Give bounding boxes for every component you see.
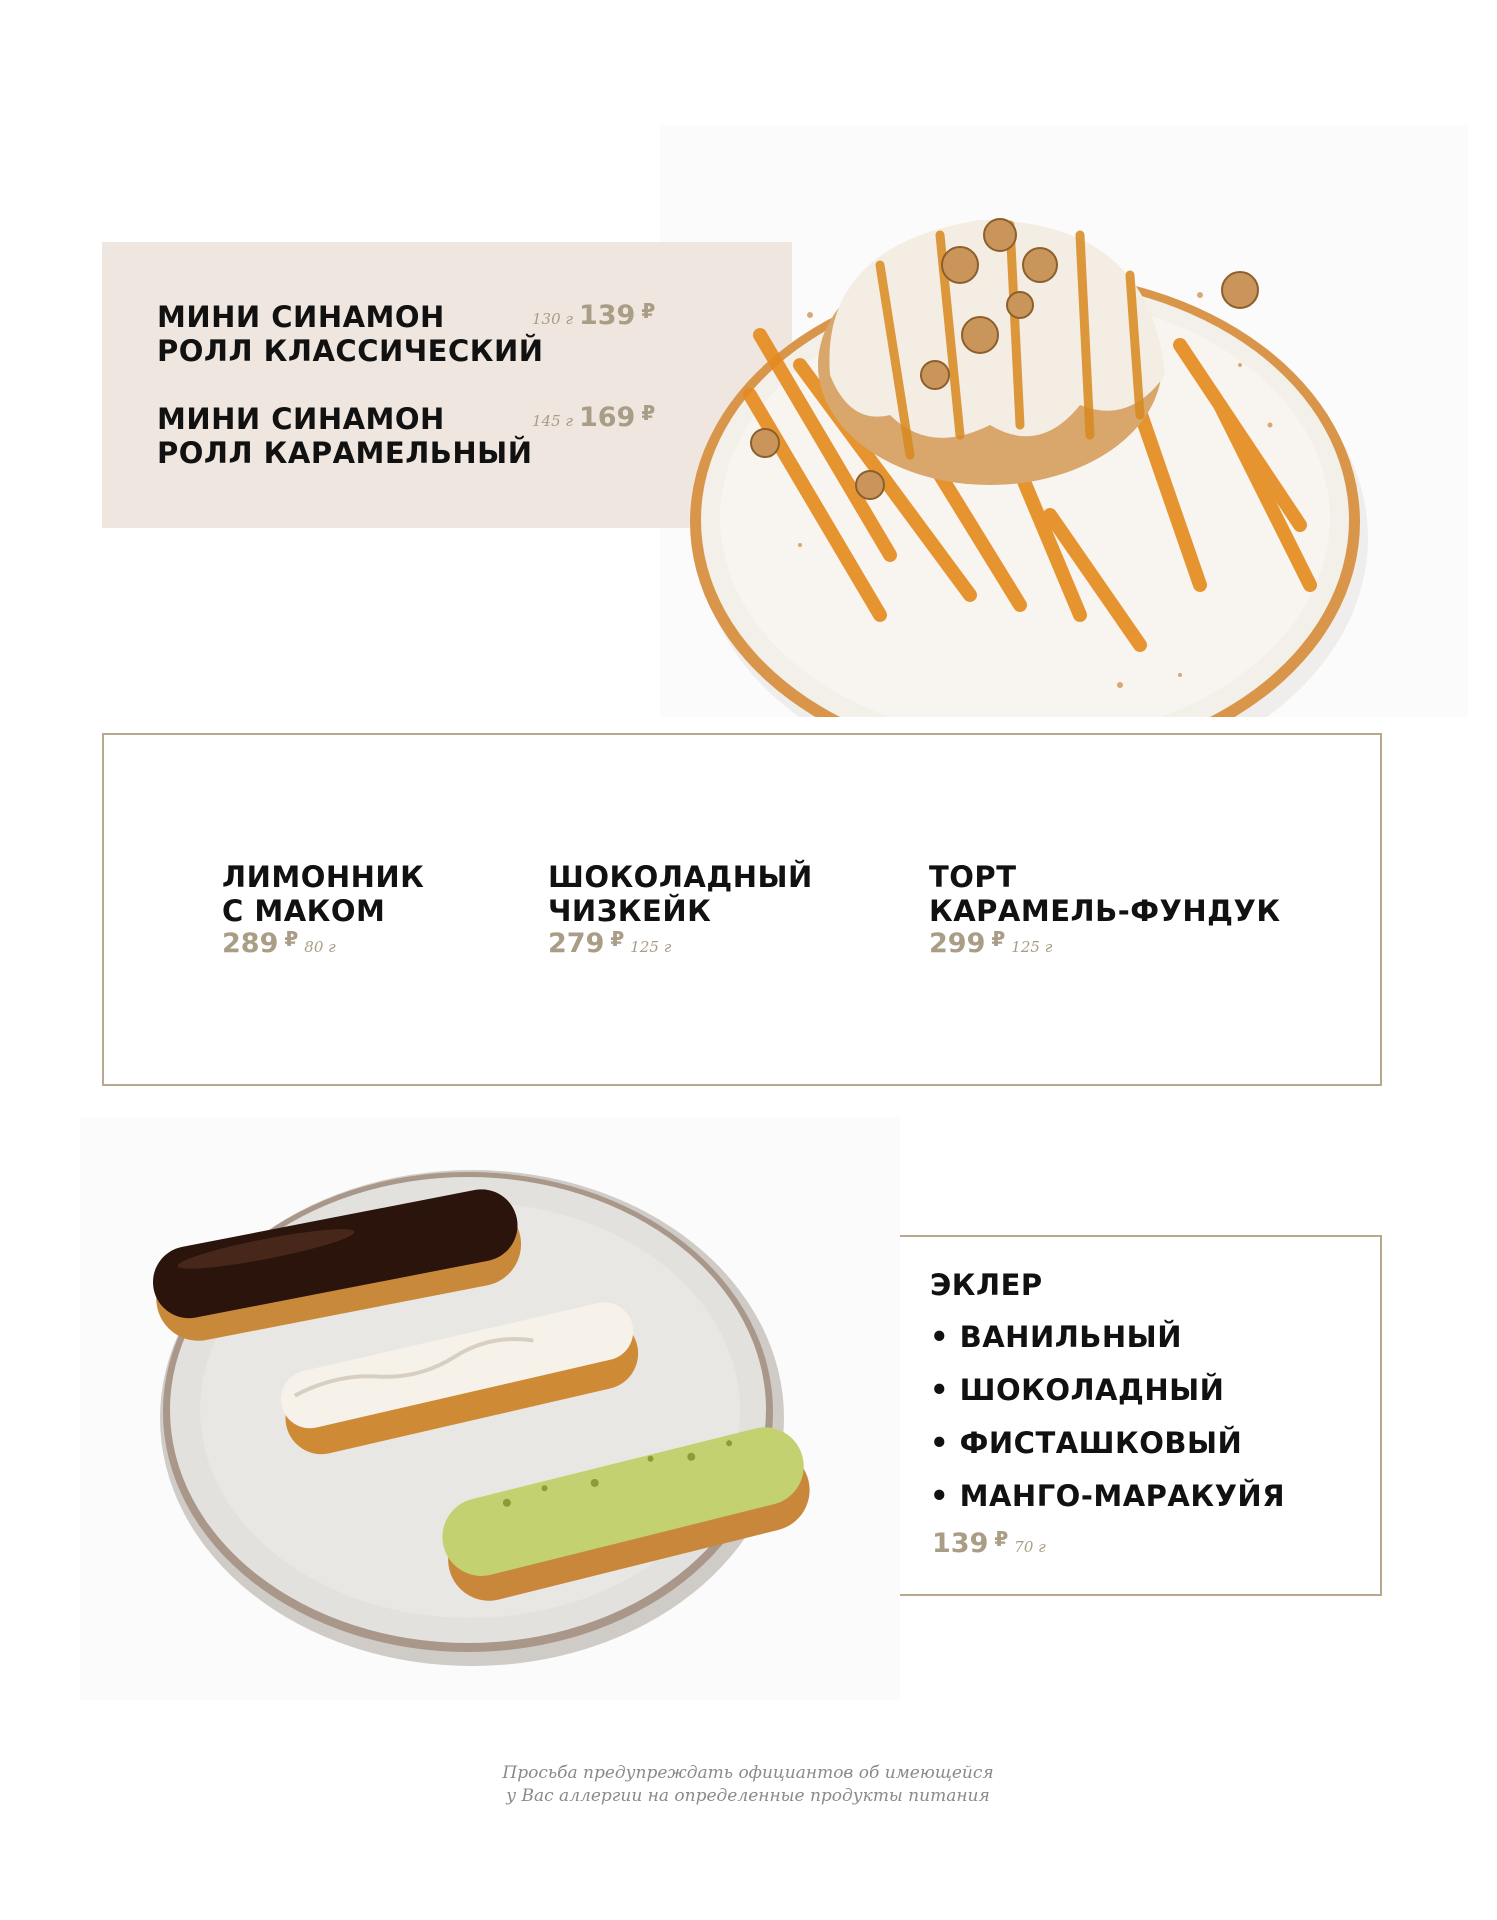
- cinnamon-item-1: [157, 300, 544, 368]
- cake-item-2-price: 279: [548, 928, 605, 959]
- ruble-icon: ₽: [641, 401, 656, 425]
- eclair-flavor-1: • ВАНИЛЬНЫЙ: [930, 1320, 1182, 1354]
- cake-item-1-price-row: [222, 928, 424, 959]
- ruble-icon: ₽: [610, 927, 625, 951]
- cinnamon-item-2-price: 169: [578, 402, 636, 433]
- cake-item-1: [222, 860, 424, 959]
- cake-item-2: [548, 860, 813, 959]
- cinnamon-item-1-price-row: [532, 300, 655, 331]
- cake-item-1-price: 289: [222, 928, 279, 959]
- eclair-photo: [80, 1118, 900, 1700]
- cake-item-2-price-row: [548, 928, 813, 959]
- cinnamon-item-2-price-row: [532, 402, 655, 433]
- eclair-flavor-2: • ШОКОЛАДНЫЙ: [930, 1373, 1225, 1407]
- cake-item-3-price-row: [929, 928, 1281, 959]
- eclair-price-row: [932, 1528, 1046, 1559]
- eclair-price: 139: [932, 1528, 989, 1559]
- ruble-icon: ₽: [994, 1527, 1009, 1551]
- ruble-icon: ₽: [641, 299, 656, 323]
- eclair-title: ЭКЛЕР: [930, 1268, 1043, 1302]
- allergy-note: [448, 1762, 1048, 1808]
- cinnamon-roll-photo: [660, 125, 1468, 717]
- cake-item-3-price: 299: [929, 928, 986, 959]
- cinnamon-item-2-title: МИНИ СИНАМОН РОЛЛ КАРАМЕЛЬНЫЙ: [157, 402, 533, 470]
- cake-item-2-title: ШОКОЛАДНЫЙ ЧИЗКЕЙК: [548, 860, 813, 928]
- eclair-flavor-3: • ФИСТАШКОВЫЙ: [930, 1426, 1243, 1460]
- cake-item-1-weight: 80 г: [304, 938, 336, 956]
- cake-item-3-title: ТОРТ КАРАМЕЛЬ-ФУНДУК: [929, 860, 1281, 928]
- allergy-note-line-2: у Вас аллергии на определенные продукты питания: [506, 1786, 990, 1806]
- eclair-flavor-4: • МАНГО-МАРАКУЙЯ: [930, 1479, 1286, 1513]
- cinnamon-item-1-weight: 130 г: [532, 310, 573, 328]
- cinnamon-item-1-title: МИНИ СИНАМОН РОЛЛ КЛАССИЧЕСКИЙ: [157, 300, 544, 368]
- ruble-icon: ₽: [991, 927, 1006, 951]
- cinnamon-item-2-weight: 145 г: [532, 412, 573, 430]
- cinnamon-item-1-price: 139: [578, 300, 636, 331]
- cinnamon-item-2: [157, 402, 532, 470]
- eclair-weight: 70 г: [1014, 1538, 1046, 1556]
- ruble-icon: ₽: [284, 927, 299, 951]
- allergy-note-line-1: Просьба предупреждать официантов об имеющейся: [502, 1763, 994, 1783]
- cake-item-1-title: ЛИМОННИК С МАКОМ: [222, 860, 425, 928]
- cake-item-2-weight: 125 г: [630, 938, 672, 956]
- cake-item-3-weight: 125 г: [1011, 938, 1053, 956]
- cake-item-3: [929, 860, 1281, 959]
